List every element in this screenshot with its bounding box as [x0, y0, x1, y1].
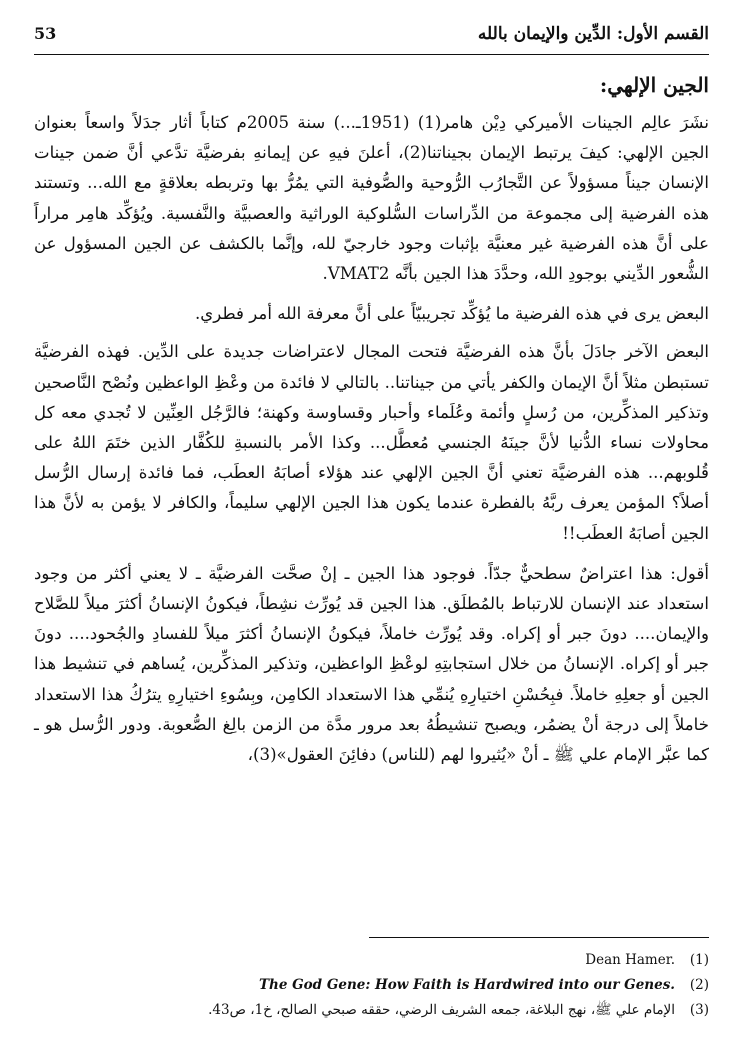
footnote-3 [34, 998, 709, 1023]
footnote-text: Dean Hamer. [585, 952, 675, 968]
footnote-number: (2) [689, 977, 709, 993]
footnote-rule [369, 937, 709, 938]
page-number: 53 [34, 24, 57, 43]
footnote-1 [34, 948, 709, 973]
book-page [34, 14, 709, 1034]
section-heading: الجين الإلهي: [599, 73, 709, 97]
paragraph-4: أقول: هذا اعتراضٌ سطحيٌّ جدّاً. فوجود هذا الجين ـ إنْ صحَّت الفرضيَّة ـ لا يعني أكثر من وجود استعداد عند الإنسان للارتباط بالمُطلَق. هذا الجين قد يُورِّث نشِطاً، فيكونُ الإنسانُ أكثرَ ميلاً للصَّلاح والإيمان.... دونَ جبر أو إكراه. وقد يُورِّث خاملاً، فيكونُ الإنسانُ أكثرَ ميلاً للفسادِ والجُحود.... دونَ جبر أو إكراه. الإنسانُ من خلال استجابتِهِ لوعْظِ الواعظين، وتذكير المذكِّرين، يُساهم في تنشيط هذا الجين أو جعلِهِ خاملاً. فبِحُسْنِ اختيارِهِ يُنمِّي هذا الاستعداد الكامِن، وبِسُوءِ اختيارِهِ يترُكُ هذا الاستعداد خاملاً إلى درجة أنْ يضمُر، ويصبح تنشيطُهُ بعد مرور مدَّة من الزمن بالِغ الصُّعوبة. ودور الرُّسل هو ـ كما عبَّر الإمام علي ﷺ ـ أنْ «يُثيروا لهم (للناس) دفائِنَ العقول»(3)، [34, 563, 709, 765]
footnote-number: (3) [689, 1002, 709, 1018]
paragraph-3: البعض الآخر جادَلَ بأنَّ هذه الفرضيَّة فتحت المجال لاعتراضات جديدة على الدِّين. فهذه الفرضيَّة تستبطن مثلاً أنَّ الإيمان والكفر يأتي من جيناتنا.. بالتالي لا فائدة من وعْظِ الواعظين ونُصْح النَّاصحين وتذكير المذكِّرين، من رُسلٍ وأئمة وعُلَماء وأحبار وقساوسة وكهنة؛ فالرَّجُل العِنِّين لا تُجدي معه كل محاولات نساء الدُّنيا لأنَّ جينَهُ الجنسي مُعطَّل... وكذا الأمر بالنسبةِ للكُفَّار الذين ختَمَ اللهُ على قُلوبهم... هذه الفرضيَّة تعني أنَّ الجين الإلهي عند هؤلاء أصابَهُ العطَب، فما فائدة إرسال الرُّسل أصلاً؟ المؤمن يعرف ربَّهُ بالفطرة عندما يكون هذا الجين الإلهي سليماً، والكافر لا يؤمن به لأنَّ هذا الجين أصابَهُ العطَب!! [34, 342, 709, 543]
footnote-2 [34, 973, 709, 998]
header-rule [34, 54, 709, 55]
main-content [34, 70, 709, 780]
paragraph-2: البعض يرى في هذه الفرضية ما يُؤكِّد تجريبيّاً على أنَّ معرفة الله أمر فطري. [195, 304, 709, 324]
paragraph-1: نشَرَ عالِم الجينات الأميركي دِيْن هامر(1) (1951ـ...) سنة 2005م كتاباً أثار جدَلاً واسعاً بعنوان الجين الإلهي: كيفَ يرتبط الإيمان بجيناتنا(2)، أعلنَ فيهِ عن إيمانهِ بفرضيَّة تدَّعي أنَّ ضمن جينات الإنسان جيناً مسؤولاً عن التَّجارُب الرُّوحية والصُّوفية التي يمُرُّ بها وتربطه بعلاقةٍ مع الله... وتستند هذه الفرضية إلى مجموعة من الدِّراسات السُّلوكية الوراثية والعصبيَّة والنَّفسية. ويُؤكِّد هامِر مراراً على أنَّ هذه الفرضية غير معنيَّة بإثبات وجود خارجيّ لله، وإنَّما بالكشف عن الجين المسؤول عن الشُّعور الدِّيني بوجودِ الله، وحدَّدَ هذا الجين بأنَّه VMAT2. [34, 113, 709, 284]
footnote-number: (1) [689, 952, 709, 968]
footnote-text: The God Gene: How Faith is Hardwired into our Genes. [259, 977, 675, 993]
footnotes [34, 948, 709, 1023]
running-header-title: القسم الأول: الدِّين والإيمان بالله [477, 24, 709, 44]
footnote-text: الإمام علي ﷺ، نهج البلاغة، جمعه الشريف الرضي، حققه صبحي الصالح، خ1، ص43. [208, 1002, 675, 1018]
page-header [34, 14, 709, 50]
